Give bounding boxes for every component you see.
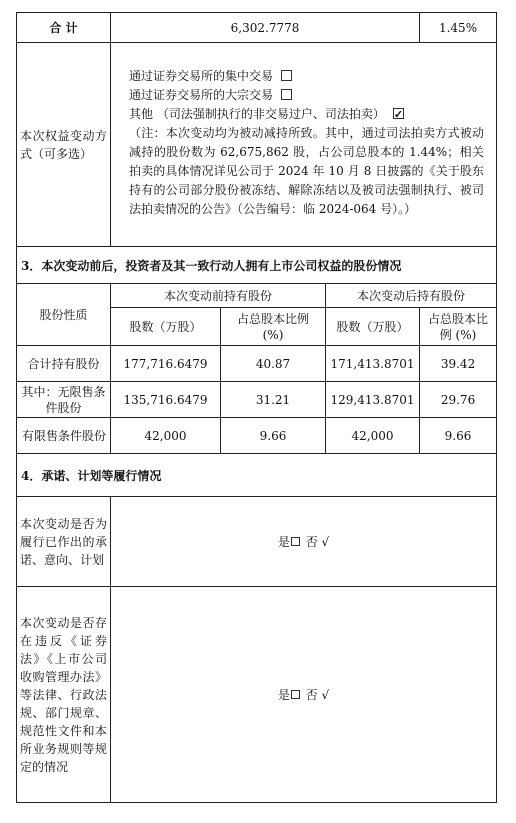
before-shares-cell: 135,716.6479 — [111, 382, 221, 418]
yes-checkbox — [291, 690, 300, 699]
after-shares-cell: 171,413.8701 — [326, 346, 420, 382]
before-shares-cell: 177,716.6479 — [111, 346, 221, 382]
share-type-cell: 有限售条件股份 — [17, 418, 111, 454]
after-shares-cell: 129,413.8701 — [326, 382, 420, 418]
after-shares-cell: 42,000 — [326, 418, 420, 454]
after-ratio-cell: 29.76 — [420, 382, 497, 418]
option-other-checkbox — [393, 108, 404, 119]
section3-header-row-1 — [17, 284, 497, 308]
no-label: 否 √ — [305, 688, 330, 702]
before-ratio-cell: 40.87 — [221, 346, 326, 382]
yes-label: 是 — [277, 535, 290, 549]
change-method-label: 本次权益变动方式（可多选） — [17, 43, 111, 247]
option-other-text: 其他 （司法强制执行的非交易过户、司法拍卖） — [129, 106, 385, 121]
before-ratio-cell: 31.21 — [221, 382, 326, 418]
total-label: 合 计 — [17, 13, 111, 43]
after-ratio-cell: 9.66 — [420, 418, 497, 454]
commitment-answer — [111, 497, 497, 587]
option-block-trading — [129, 86, 484, 105]
option-block-trading-text: 通过证券交易所的大宗交易 — [129, 87, 274, 102]
before-shares-header: 股数（万股） — [111, 308, 221, 346]
violation-row — [17, 587, 497, 803]
change-method-row — [17, 43, 497, 247]
commitment-row — [17, 497, 497, 587]
before-ratio-cell: 9.66 — [221, 418, 326, 454]
table-row — [17, 346, 497, 382]
disclosure-table-container — [16, 12, 496, 803]
total-ratio: 1.45% — [420, 13, 497, 43]
change-method-note: （注：本次变动均为被动减持所致。其中，通过司法拍卖方式被动减持的股份数为 62,675,862 股，占公司总股本的 1.44%；相关拍卖的具体情况详见公司于 2024 年 10 月 8 日披露的《关于股东持有的公司部分股份被冻结、解除冻结以及被司法强制执行、被司法拍卖情况的公告》（公告编号：临 2024-064 号）。） — [129, 125, 485, 216]
after-ratio-cell: 39.42 — [420, 346, 497, 382]
total-shares: 6,302.7778 — [111, 13, 420, 43]
option-block-trading-checkbox — [281, 89, 292, 100]
table-row — [17, 418, 497, 454]
before-change-header: 本次变动前持有股份 — [111, 284, 326, 308]
after-shares-header: 股数（万股） — [326, 308, 420, 346]
total-row — [17, 13, 497, 43]
option-centralized-trading — [129, 67, 484, 86]
option-other — [129, 105, 484, 124]
section3-title-row — [17, 247, 497, 284]
before-ratio-header: 占总股本比例 (%) — [221, 308, 326, 346]
violation-question: 本次变动是否存在违反《证券法》《上市公司收购管理办法》等法律、行政法规、部门规章、规范性文件和本所业务规则等规定的情况 — [17, 587, 111, 803]
yes-label: 是 — [277, 688, 290, 702]
option-centralized-trading-text: 通过证券交易所的集中交易 — [129, 68, 274, 83]
share-type-cell: 其中：无限售条件股份 — [17, 382, 111, 418]
violation-answer — [111, 587, 497, 803]
after-ratio-header: 占总股本比例 (%) — [420, 308, 497, 346]
table-row — [17, 382, 497, 418]
commitment-question: 本次变动是否为履行已作出的承诺、意向、计划 — [17, 497, 111, 587]
share-type-cell: 合计持有股份 — [17, 346, 111, 382]
no-label: 否 √ — [305, 535, 330, 549]
share-type-header: 股份性质 — [17, 284, 111, 346]
section4-title-row — [17, 454, 497, 497]
after-change-header: 本次变动后持有股份 — [326, 284, 497, 308]
disclosure-table — [16, 12, 497, 803]
before-shares-cell: 42,000 — [111, 418, 221, 454]
section4-title: 4．承诺、计划等履行情况 — [17, 454, 497, 497]
yes-checkbox — [291, 537, 300, 546]
option-centralized-trading-checkbox — [281, 70, 292, 81]
section3-title: 3．本次变动前后，投资者及其一致行动人拥有上市公司权益的股份情况 — [17, 247, 497, 284]
change-method-options — [111, 43, 497, 247]
